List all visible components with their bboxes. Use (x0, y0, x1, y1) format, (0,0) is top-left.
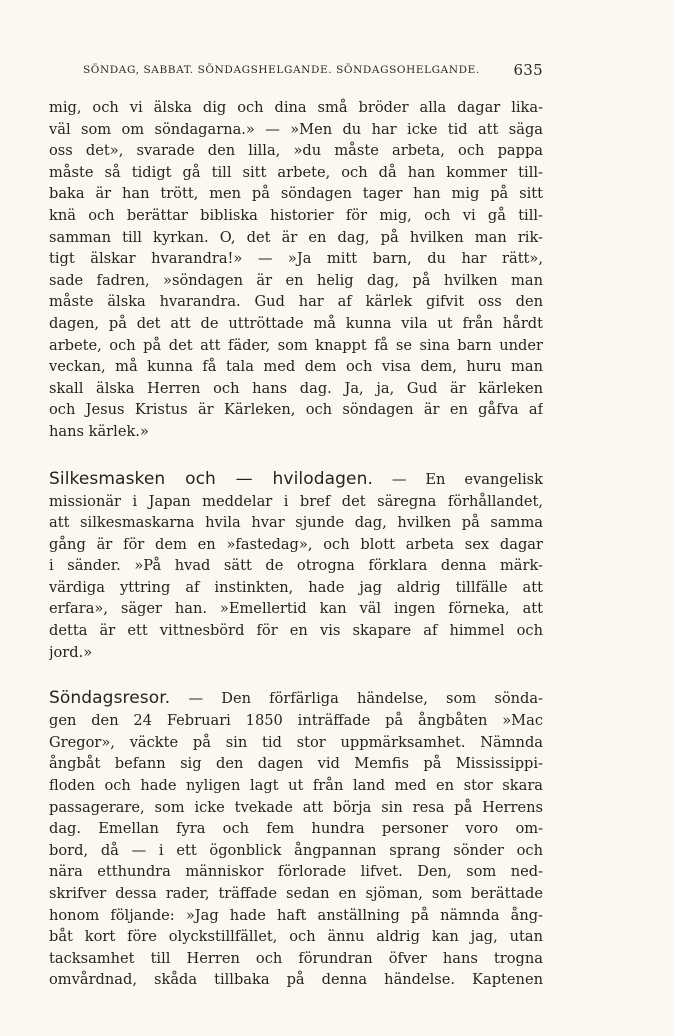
running-header (83, 61, 543, 79)
text-line: baka är han trött, men på söndagen tager han mig på sitt (49, 185, 543, 203)
text-line: missionär i Japan meddelar i bref det säregna förhållandet, (49, 492, 543, 510)
text-line: tigt älskar hvarandra!» — »Ja mitt barn, du har rätt», (49, 250, 543, 268)
text-line: jord.» (49, 643, 93, 661)
text-line: oss det», svarade den lilla, »du måste arbeta, och pappa (49, 142, 543, 160)
section-silkesmasken (49, 467, 543, 664)
text-line: honom följande: »Jag hade haft anställning på nämnda ång- (49, 906, 543, 924)
text-line: detta är ett vittnesbörd för en vis skapare af himmel och (49, 622, 543, 640)
text-line: arbete, och på det att fäder, som knappt få se sina barn under (49, 336, 543, 354)
text-line: ångbåt befann sig den dagen vid Memfis på Mississippi- (49, 755, 543, 773)
text-line: skall älska Herren och hans dag. Ja, ja, Gud är kärleken (49, 379, 543, 397)
text-line: måste så tidigt gå till sitt arbete, och då han kommer till- (49, 163, 543, 181)
text-line: värdiga yttring af instinkten, hade jag aldrig tillfälle att (49, 578, 543, 596)
text-line: båt kort före olyckstillfället, och ännu aldrig kan jag, utan (49, 928, 543, 946)
section-heading: Silkesmasken och — hvilodagen. (49, 468, 373, 489)
text-line: gång är för dem en »fastedag», och blott arbeta sex dagar (49, 535, 543, 553)
text-line: tacksamhet till Herren och förundran öfver hans trogna (49, 949, 543, 967)
text-run: — En evangelisk (372, 470, 543, 488)
section-spacer (49, 663, 543, 686)
text-run: — Den förfärliga händelse, som sönda- (170, 690, 543, 708)
text-line: floden och hade nyligen lagt ut från land med en stor skara (49, 777, 543, 795)
text-line: passagerare, som icke tvekade att börja sin resa på Herrens (49, 798, 543, 816)
running-title: SÖNDAG, SABBAT. SÖNDAGSHELGANDE. SÖNDAGSOHELGANDE. (83, 64, 480, 76)
text-line: måste älska hvarandra. Gud har af kärlek gifvit oss den (49, 293, 543, 311)
text-line: omvårdnad, skåda tillbaka på denna händelse. Kaptenen (49, 971, 543, 989)
text-line: dag. Emellan fyra och fem hundra personer voro om- (49, 820, 543, 838)
text-line: väl som om söndagarna.» — »Men du har icke tid att säga (49, 120, 543, 138)
text-line: nära etthundra människor förlorade lifvet. Den, som ned- (49, 863, 543, 881)
page-body (49, 97, 543, 991)
text-line: mig, och vi älska dig och dina små bröder alla dagar lika- (49, 99, 543, 116)
text-line: veckan, må kunna få tala med dem och visa dem, huru man (49, 358, 543, 376)
page-number: 635 (513, 61, 543, 79)
text-line: gen den 24 Februari 1850 inträffade på ångbåten »Mac (49, 712, 543, 730)
text-line: samman till kyrkan. O, det är en dag, på hvilken man rik- (49, 228, 543, 246)
text-line: och Jesus Kristus är Kärleken, och söndagen är en gåfva af (49, 401, 543, 419)
section-sondagsresor (49, 686, 543, 991)
text-line: knä och berättar bibliska historier för mig, och vi gå till- (49, 206, 543, 224)
section-first-line (49, 686, 543, 710)
paragraph-sunday-love (49, 97, 543, 443)
text-line: hans kärlek.» (49, 422, 149, 440)
text-line: skrifver dessa rader, träffade sedan en sjöman, som berättade (49, 885, 543, 902)
text-line: Gregor», väckte på sin tid stor uppmärksamhet. Nämnda (49, 733, 543, 751)
text-line: erfara», säger han. »Emellertid kan väl ingen förneka, att (49, 600, 543, 618)
section-spacer (49, 443, 543, 467)
section-heading: Söndagsresor. (49, 688, 171, 709)
text-line: att silkesmaskarna hvila hvar sjunde dag, hvilken på samma (49, 514, 543, 532)
section-first-line (49, 467, 543, 491)
text-line: i sänder. »På hvad sätt de otrogna förklara denna märk- (49, 557, 543, 575)
text-line: dagen, på det att de uttröttade må kunna vila ut från hårdt (49, 314, 543, 332)
text-line: sade fadren, »söndagen är en helig dag, på hvilken man (49, 271, 543, 289)
text-line: bord, då — i ett ögonblick ångpannan sprang sönder och (49, 841, 543, 859)
